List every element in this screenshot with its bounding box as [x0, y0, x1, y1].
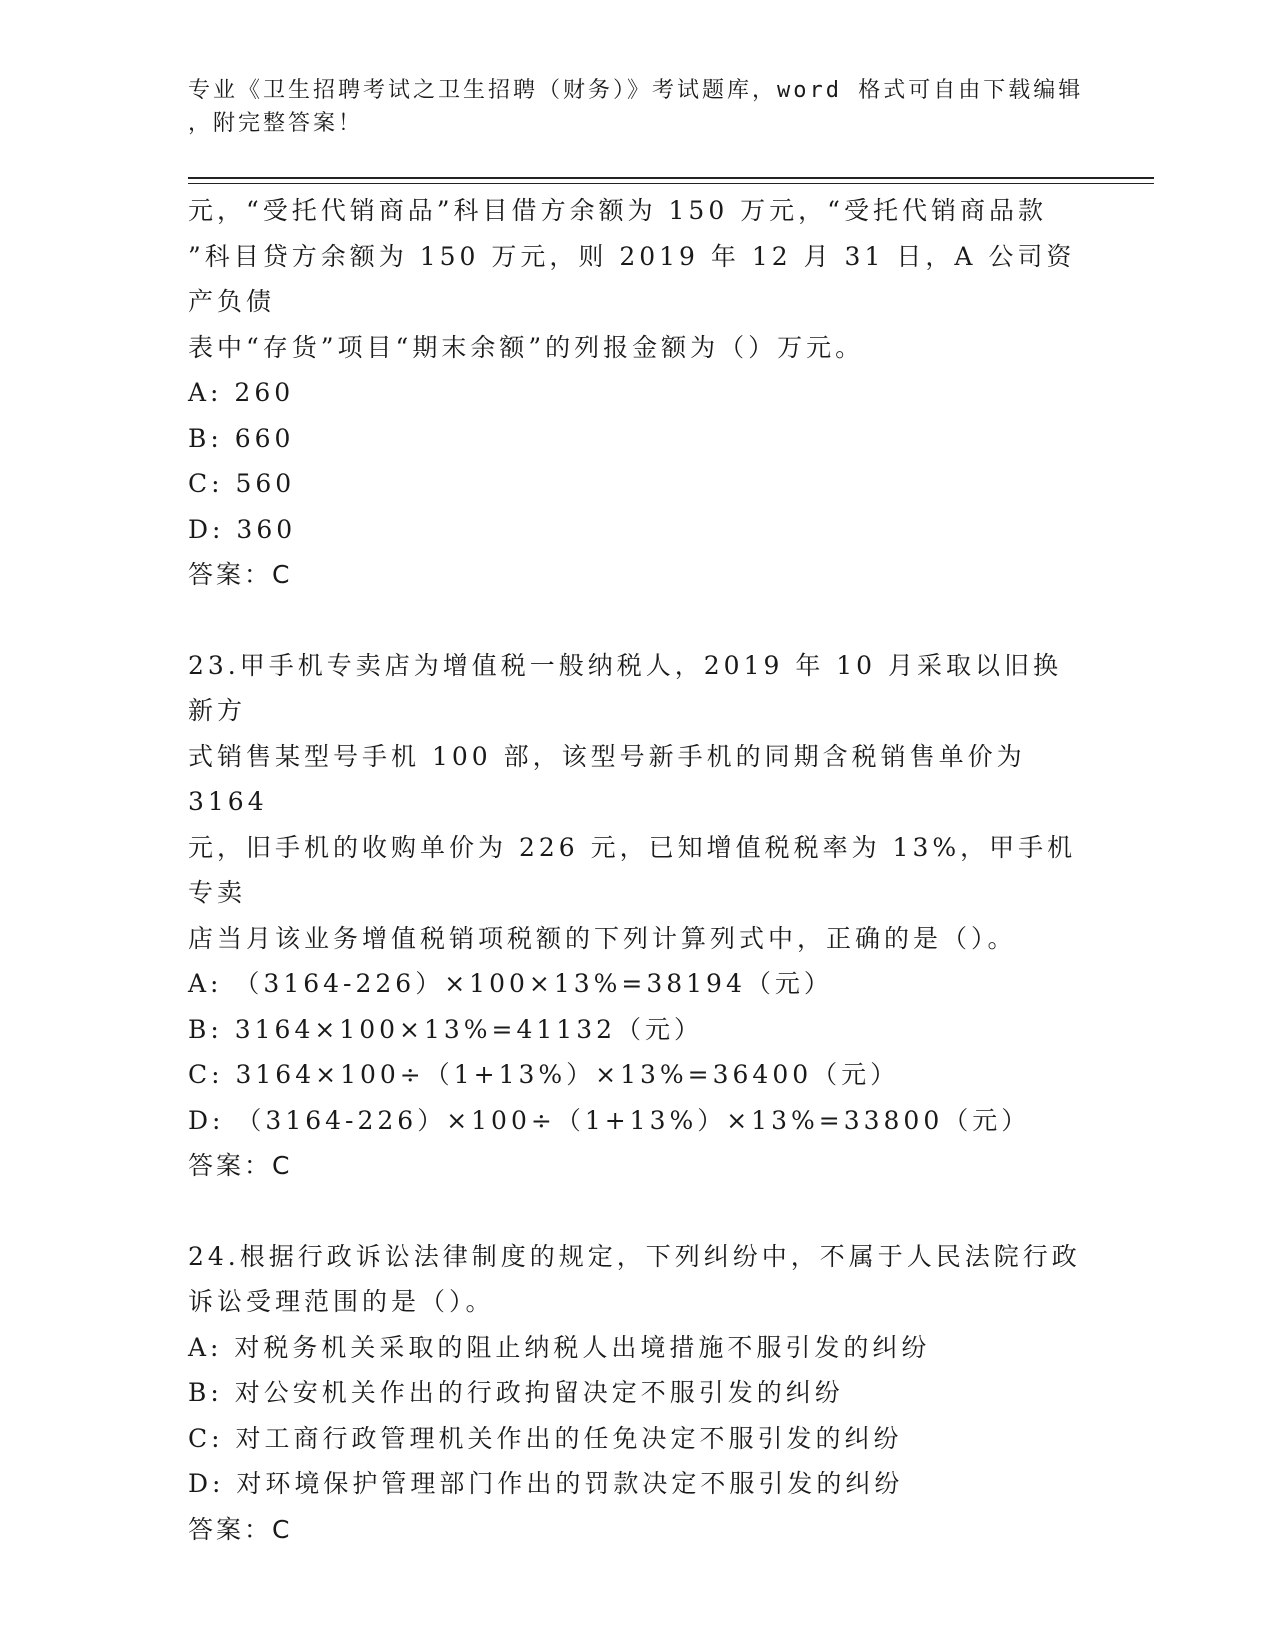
- option-d: D: 对环境保护管理部门作出的罚款决定不服引发的纠纷: [188, 1469, 904, 1498]
- question-stem-line: 元，“受托代销商品”科目借方余额为 150 万元，“受托代销商品款: [188, 196, 1047, 225]
- header-divider-thin: [188, 183, 1154, 184]
- question-list: [188, 188, 1088, 1552]
- header-line-2: ，附完整答案！: [188, 111, 364, 136]
- answer-line: 答案：C: [188, 560, 293, 589]
- option-b: B: 660: [188, 423, 295, 453]
- answer-line: 答案：C: [188, 1514, 293, 1544]
- option-b: B: 3164×100×13%=41132（元）: [188, 1014, 704, 1044]
- question-stem-line: 式销售某型号手机 100 部，该型号新手机的同期含税销售单价为 3164: [188, 741, 1026, 816]
- header-line-1: 专业《卫生招聘考试之卫生招聘（财务）》考试题库，word 格式可自由下载编辑: [188, 78, 1084, 103]
- answer-line: 答案：C: [188, 1151, 293, 1180]
- question-23: [188, 643, 1088, 1189]
- header-divider-thick: [188, 177, 1154, 179]
- option-c: C: 560: [188, 469, 296, 498]
- spacer: [188, 1189, 1088, 1234]
- option-a: A: （3164-226）×100×13%=38194（元）: [188, 969, 833, 998]
- option-d: D: （3164-226）×100÷（1+13%）×13%=33800（元）: [188, 1105, 1031, 1135]
- option-c: C: 对工商行政管理机关作出的任免决定不服引发的纠纷: [188, 1423, 903, 1453]
- document-header: [188, 74, 1088, 140]
- question-stem-line: 表中“存货”项目“期末余额”的列报金额为（）万元。: [188, 332, 865, 362]
- question-stem-line: 23.甲手机专卖店为增值税一般纳税人，2019 年 10 月采取以旧换新方: [188, 650, 1063, 725]
- question-stem-line: 元，旧手机的收购单价为 226 元，已知增值税税率为 13%，甲手机专卖: [188, 832, 1077, 907]
- question-24: [188, 1234, 1088, 1553]
- option-c: C: 3164×100÷（1+13%）×13%=36400（元）: [188, 1060, 900, 1089]
- option-b: B: 对公安机关作出的行政拘留决定不服引发的纠纷: [188, 1378, 844, 1407]
- option-d: D: 360: [188, 514, 297, 544]
- question-stem-line: 店当月该业务增值税销项税额的下列计算列式中，正确的是（）。: [188, 923, 1017, 953]
- spacer: [188, 598, 1088, 643]
- question-stem-line: ”科目贷方余额为 150 万元，则 2019 年 12 月 31 日，A 公司资产负债: [188, 241, 1076, 316]
- question-stem-line: 诉讼受理范围的是（）。: [188, 1287, 495, 1316]
- question-stem-line: 24.根据行政诉讼法律制度的规定，下列纠纷中，不属于人民法院行政: [188, 1241, 1081, 1271]
- question-22: [188, 188, 1088, 598]
- option-a: A: 对税务机关采取的阻止纳税人出境措施不服引发的纠纷: [188, 1332, 931, 1362]
- option-a: A: 260: [188, 378, 295, 407]
